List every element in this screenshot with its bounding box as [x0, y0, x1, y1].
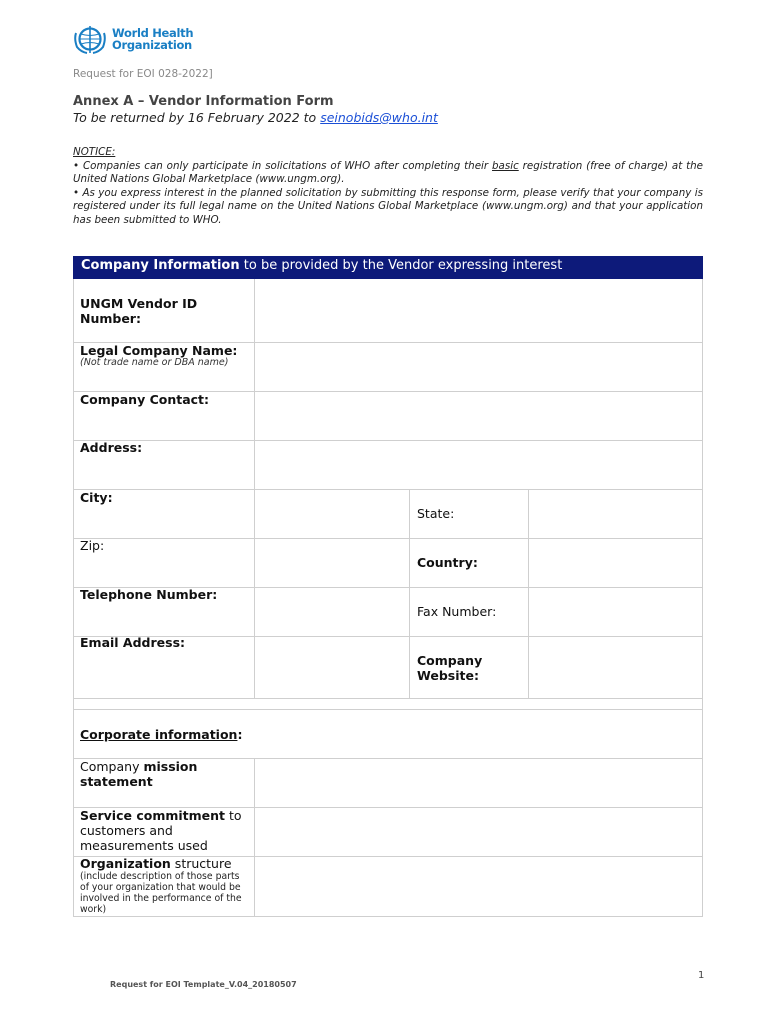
- zip-field[interactable]: [255, 539, 409, 587]
- notice-p1-start: • Companies can only participate in solicitations of WHO after completing their: [73, 159, 493, 172]
- column-divider: [409, 489, 410, 698]
- corporate-heading-colon: :: [237, 727, 243, 742]
- organization-label: [80, 856, 250, 871]
- return-text: To be returned by 16 February 2022 to: [73, 110, 317, 125]
- email-field[interactable]: [255, 637, 409, 698]
- table-header-rest: to be provided by the Vendor expressing interest: [239, 258, 563, 273]
- corporate-info-heading: [80, 727, 242, 742]
- state-field[interactable]: [529, 490, 702, 538]
- telephone-field[interactable]: [255, 588, 409, 636]
- footer-template-id: Request for EOI Template_V.04_20180507: [110, 980, 297, 989]
- company-contact-field[interactable]: [255, 392, 702, 440]
- corporate-heading-text: Corporate information: [80, 727, 238, 742]
- return-email-link[interactable]: seinobids@who.int: [320, 110, 438, 125]
- address-label: Address:: [80, 440, 143, 455]
- form-title: Annex A – Vendor Information Form: [73, 94, 334, 109]
- notice-paragraph-2: • As you express interest in the planned solicitation by submitting this response form, please verify that your company is registered under its full legal name on the United Nations Global Marketplace (www.ungm.org) and that your application has been submitted to WHO.: [73, 186, 703, 226]
- service-label: [80, 808, 250, 853]
- who-logo-text: [112, 27, 193, 51]
- legal-name-field[interactable]: [255, 343, 702, 391]
- notice-block: [73, 146, 703, 227]
- company-contact-label: Company Contact:: [80, 392, 210, 407]
- legal-name-note: (Not trade name or DBA name): [80, 357, 229, 368]
- fax-label: Fax Number:: [417, 604, 497, 619]
- logo-line-2: Organization: [112, 38, 192, 52]
- notice-paragraph-1: [73, 160, 703, 187]
- mission-label-a: Company: [80, 759, 144, 774]
- row-divider: [73, 698, 703, 699]
- state-label: State:: [417, 506, 455, 521]
- organization-label-a: Organization: [80, 856, 171, 871]
- organization-note: (include description of those parts of your organization that would be involved in the performance of the work): [80, 871, 242, 915]
- email-label: Email Address:: [80, 635, 186, 650]
- fax-field[interactable]: [529, 588, 702, 636]
- return-line: [73, 110, 438, 125]
- row-divider: [73, 709, 703, 710]
- service-label-a: Service commitment: [80, 808, 226, 823]
- website-field[interactable]: [529, 637, 702, 698]
- logo-line-1: World Health: [112, 26, 194, 40]
- mission-field[interactable]: [255, 759, 702, 807]
- address-field[interactable]: [255, 441, 702, 489]
- legal-name-label: Legal Company Name:: [80, 343, 238, 358]
- service-label-b: to customers and measurements used: [80, 808, 242, 853]
- mission-label-b: mission statement: [80, 759, 198, 789]
- table-header: [73, 256, 703, 279]
- organization-field[interactable]: [255, 857, 702, 916]
- city-label: City:: [80, 490, 113, 505]
- who-logo: [73, 23, 193, 55]
- eoi-reference: Request for EOI 028-2022]: [73, 68, 213, 80]
- city-field[interactable]: [255, 490, 409, 538]
- telephone-label: Telephone Number:: [80, 587, 218, 602]
- who-emblem-icon: [73, 23, 107, 55]
- notice-p1-basic: basic: [492, 159, 519, 172]
- notice-p1-end: registration (free of charge) at the United Nations Global Marketplace (www.ungm.org).: [73, 159, 704, 185]
- ungm-id-field[interactable]: [255, 280, 702, 342]
- table-header-bold: Company Information: [81, 258, 240, 273]
- service-field[interactable]: [255, 808, 702, 856]
- mission-label: [80, 759, 240, 789]
- zip-label: Zip:: [80, 538, 105, 553]
- page-number: 1: [698, 970, 705, 981]
- organization-label-b: structure: [170, 856, 232, 871]
- country-field[interactable]: [529, 539, 702, 587]
- ungm-id-label: UNGM Vendor ID Number:: [80, 296, 198, 326]
- country-label: Country:: [417, 555, 478, 570]
- notice-heading: NOTICE:: [73, 146, 116, 158]
- website-label: Company Website:: [417, 653, 483, 683]
